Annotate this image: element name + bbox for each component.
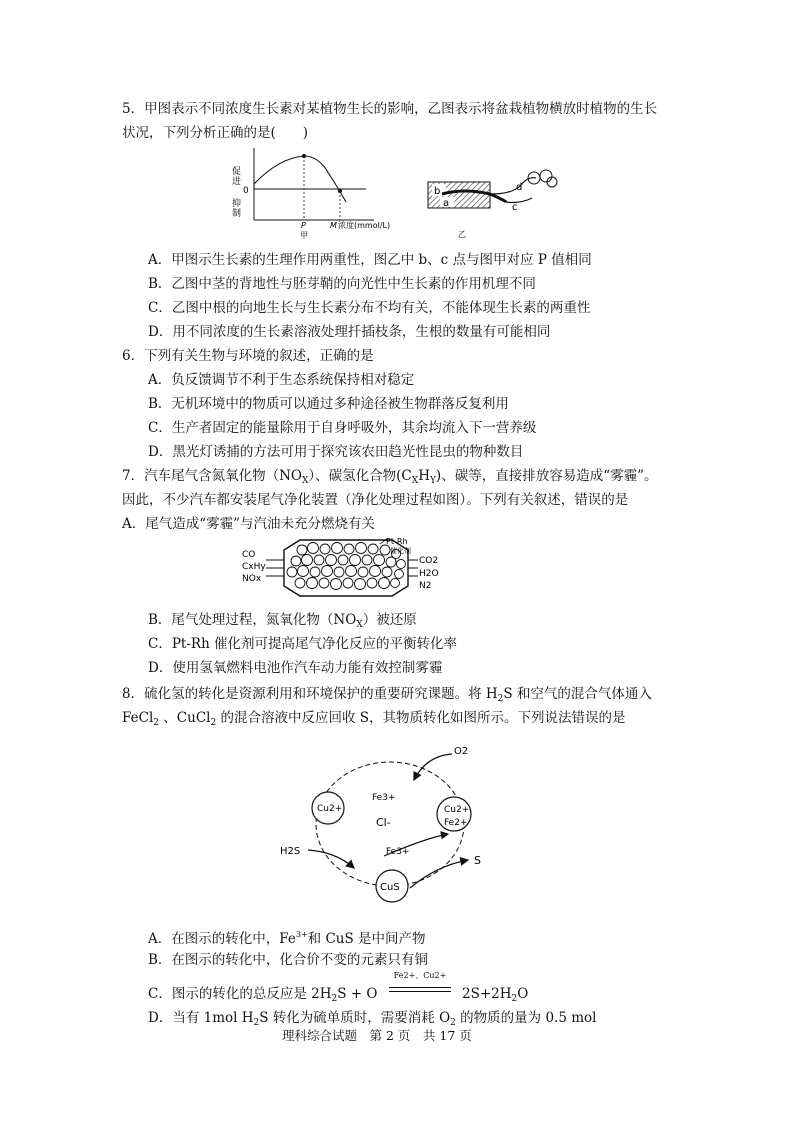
q8-stem-line1: 8．硫化氢的转化是资源利用和环境保护的重要研究课题。将 $H_2S$ 和空气的混合气体通入 (122, 686, 652, 704)
q5-option-c: C．乙图中根的向地生长与生长素分布不均有关，不能体现生长素的两重性 (148, 300, 591, 316)
q5-stem-line2: 状况，下列分析正确的是( ) (122, 125, 309, 141)
label-cu2: Cu2+ (317, 804, 343, 814)
label-cus: CuS (380, 882, 400, 893)
q5-option-d: D．用不同浓度的生长素溶液处理扦插枝条，生根的数量有可能相同 (148, 324, 551, 340)
q8-equation-line2 (389, 991, 451, 992)
q5-figure-yi (424, 164, 564, 240)
q6-stem: 6．下列有关生物与环境的叙述，正确的是 (122, 348, 374, 364)
q7-stem-line2: 因此，不少汽车都安装尾气净化装置（净化处理过程如图）。下列有关叙述，错误的是 (122, 492, 629, 508)
yi-label-a: a (443, 198, 450, 209)
q8-option-d: D．当有 1mol $H_2S$ 转化为硫单质时，需要消耗 $O_2$ 的物质的量为 0.5 mol (148, 1010, 597, 1028)
label-s: S (474, 854, 481, 867)
jia-label-inhibit: 抑制 (230, 198, 240, 218)
q8-cycle-figure (276, 738, 506, 910)
label-cl: Cl- (376, 816, 391, 829)
q6-option-b: B．无机环境中的物质可以通过多种途径被生物群落反复利用 (148, 396, 509, 412)
q8-stem-line2: FeCl$_2$ 、CuCl$_2$ 的混合溶液中反应回收 S，其物质转化如图所示。下列说法错误的是 (122, 710, 626, 728)
jia-label-zero: 0 (243, 186, 249, 196)
q7-option-c: C．Pt-Rh 催化剂可提高尾气净化反应的平衡转化率 (148, 636, 458, 652)
in-co: CO (242, 550, 256, 560)
q8-equation-line1 (389, 987, 451, 988)
yi-leaf2 (540, 170, 552, 182)
q5-stem-line1: 5．甲图表示不同浓度生长素对某植物生长的影响，乙图表示将盆栽植物横放时植物的生长 (122, 101, 658, 117)
yi-label-c: c (512, 202, 518, 213)
label-cu-right: Cu2+ (444, 805, 470, 815)
out-n2: N2 (419, 581, 432, 591)
in-cxhy: CxHy (242, 562, 266, 572)
label-o2: O2 (454, 746, 469, 757)
page-footer: 理科综合试题 第 2 页 共 17 页 (282, 1028, 472, 1043)
jia-label-p: P (301, 221, 306, 230)
yi-label-b: b (434, 186, 441, 197)
q7-stem-line1: 7．汽车尾气含氮氧化物$(NO_X)$、碳氢化合物$(C_XH_Y)$、碳等，直接排放容易造成“雾霾”。 (122, 468, 658, 486)
h2s-arrow (308, 850, 354, 868)
yi-label-d: d (516, 182, 523, 193)
q5-figure-jia (230, 146, 391, 240)
q7-option-b: B．尾气处理过程，氮氧化物$(NO_X)$被还原 (148, 612, 417, 630)
q7-option-d: D．使用氢氧燃料电池作汽车动力能有效控制雾霾 (148, 660, 443, 676)
q8-equation-condition: Fe2+、Cu2+ (393, 971, 447, 980)
o2-arrow (414, 754, 452, 780)
jia-x-label: 浓度(mmol/L) (338, 221, 391, 230)
label-fe-right: Fe2+ (444, 818, 468, 828)
label-fe3-mid: Fe3+ (386, 847, 410, 857)
q7-option-a: A．尾气造成“雾霾”与汽油未充分燃烧有关 (122, 516, 376, 532)
q6-option-a: A．负反馈调节不利于生态系统保持相对稳定 (148, 372, 415, 388)
q8-equation-arrow (385, 970, 455, 996)
q8-option-c-left: C．图示的转化的总反应是 $2H_2S + O$ (148, 986, 378, 1004)
out-co2: CO2 (419, 556, 439, 566)
yi-stem-upper (506, 198, 532, 203)
q6-option-c: C．生产者固定的能量除用于自身呼吸外，其余均流入下一营养级 (148, 420, 537, 436)
jia-curve (254, 156, 346, 202)
label-catalyst: 催化剂 (390, 547, 411, 555)
q5-option-a: A．甲图示生长素的生理作用两重性，图乙中 b、c 点与图甲对应 P 值相同 (148, 252, 592, 268)
q7-catalyst-figure (240, 536, 450, 600)
label-pt-rh: Pt-Rh (386, 537, 408, 546)
q6-option-d: D．黑光灯诱捕的方法可用于探究该农田趋光性昆虫的物种数目 (148, 444, 524, 460)
q8-option-b: B．在图示的转化中，化合价不变的元素只有铜 (148, 952, 428, 968)
in-nox: NOx (242, 574, 262, 584)
label-fe3-top: Fe3+ (372, 793, 396, 803)
out-h2o: H2O (419, 569, 439, 579)
yi-stem (490, 178, 536, 194)
jia-label-promote: 促进 (230, 166, 240, 186)
jia-label-m: M (330, 221, 337, 230)
jia-caption: 甲 (300, 231, 308, 240)
q8-option-a: A．在图示的转化中，$Fe^{3+}$和 CuS 是中间产物 (148, 930, 426, 947)
q8-option-c-right: $2S+2H_2O$ (462, 986, 529, 1004)
q5-option-b: B．乙图中茎的背地性与胚芽鞘的向光性中生长素的作用机理不同 (148, 276, 536, 292)
s-arrow (410, 860, 468, 888)
yi-caption: 乙 (458, 230, 466, 239)
label-h2s: H2S (280, 846, 301, 857)
